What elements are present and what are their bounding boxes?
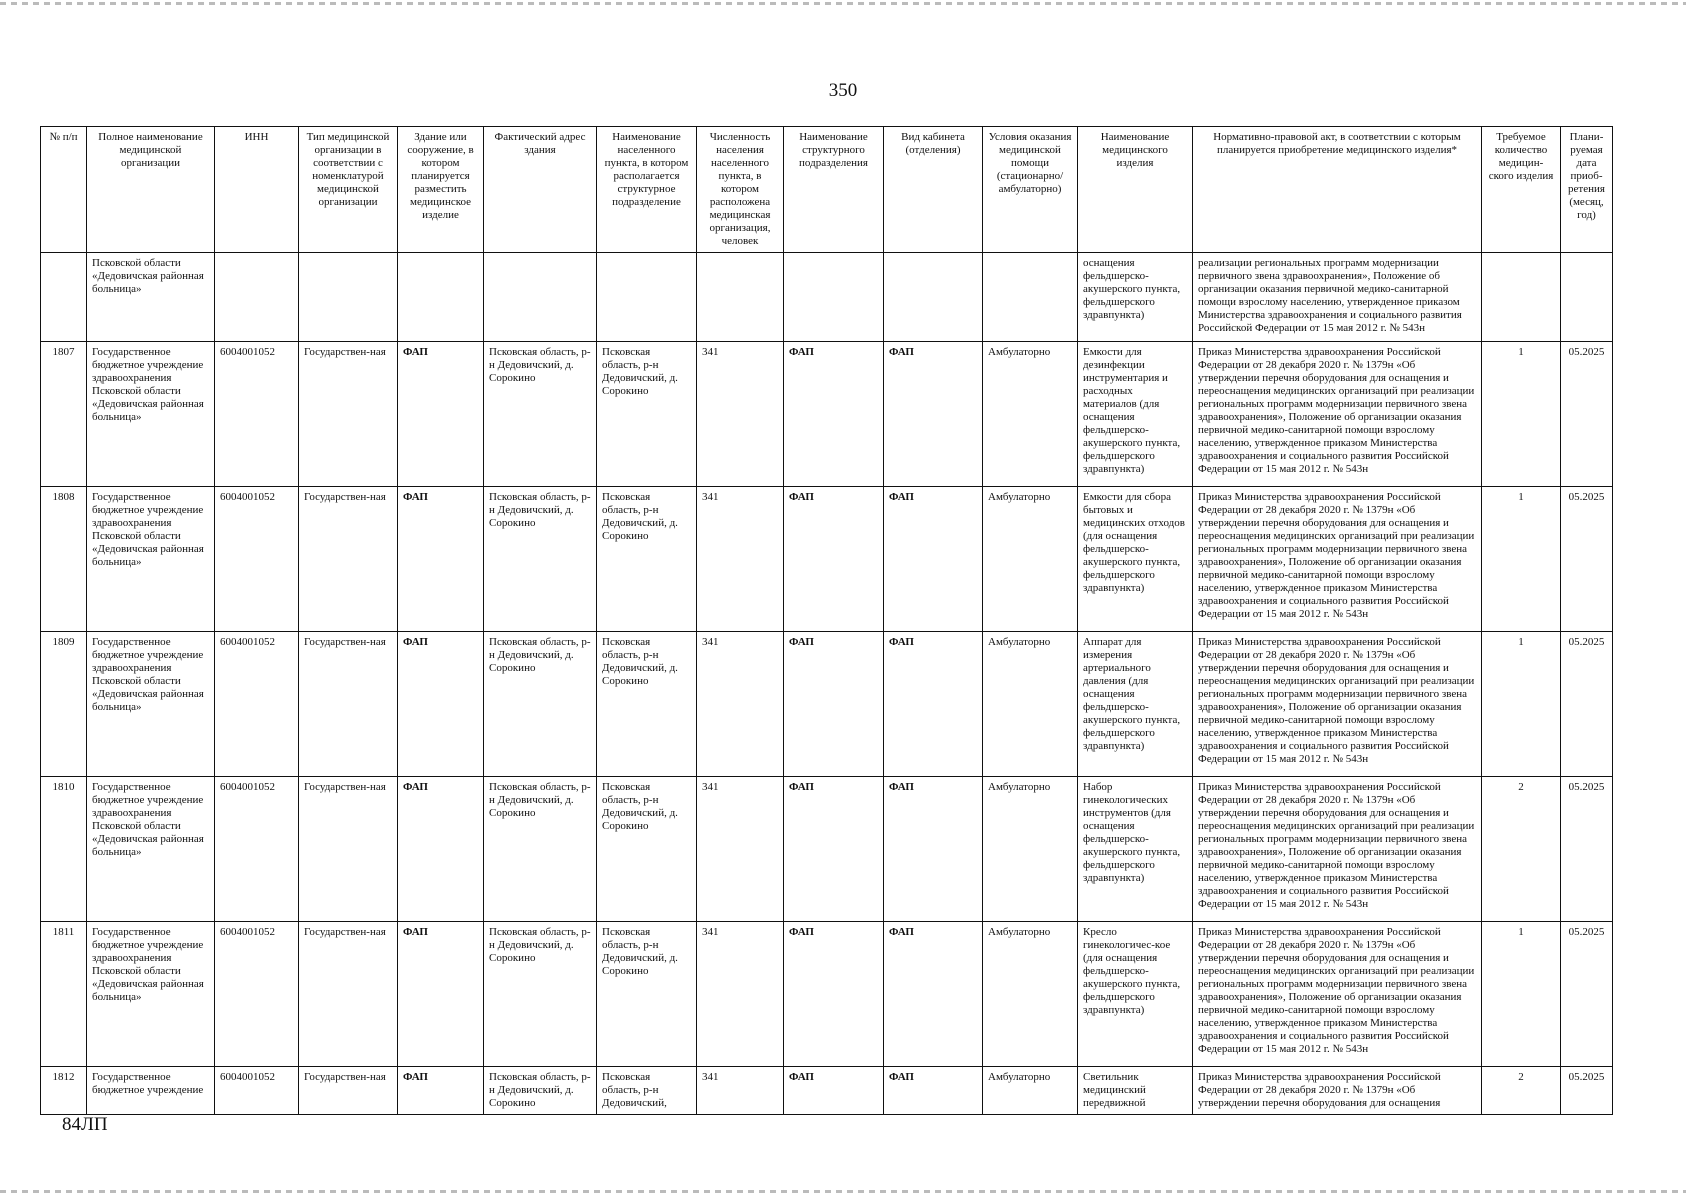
cell-unit: ФАП [784,777,884,922]
header-building: Здание или сооружение, в котором планируется разместить медицинское изделие [398,127,484,253]
cell-type: Государствен-ная [299,632,398,777]
cell-device: Емкости для сбора бытовых и медицинских отходов (для оснащения фельдшерско-акушерского пункта, фельдшерского здравпункта) [1078,487,1193,632]
cell-conditions: Амбулаторно [983,922,1078,1067]
footer-code: 84ЛП [62,1114,108,1135]
cell-act: Приказ Министерства здравоохранения Российской Федерации от 28 декабря 2020 г. № 1379н «Об утверждении перечня оборудования для оснащения и переоснащения медицинских организаций при реализации региональных программ модернизации первичного звена здравоохранения», Положение об организации оказания первичной медико-санитарной помощи взрослому населению, утвержденное приказом Министерства здравоохранения и социального развития Российской Федерации от 15 мая 2012 г. № 543н [1193,777,1482,922]
cell-locality: Псковская область, р-н Дедовичский, д. Сорокино [597,922,697,1067]
cell-org: Государственное бюджетное учреждение [87,1067,215,1115]
cell-date: 05.2025 [1561,922,1613,1067]
table-header-row [41,127,1613,253]
cell-org: Государственное бюджетное учреждение здравоохранения Псковской области «Дедовичская районная больница» [87,777,215,922]
cell-device: Набор гинекологических инструментов (для оснащения фельдшерско-акушерского пункта, фельдшерского здравпункта) [1078,777,1193,922]
equipment-table [40,126,1613,1115]
cell-type: Государствен-ная [299,777,398,922]
cell-inn: 6004001052 [215,1067,299,1115]
table-row [41,922,1613,1067]
cell-population: 341 [697,342,784,487]
cell-inn: 6004001052 [215,922,299,1067]
cell-qty: 2 [1482,1067,1561,1115]
cell-building: ФАП [398,777,484,922]
cell-population: 341 [697,777,784,922]
table-row [41,632,1613,777]
cell-cabinet: ФАП [884,1067,983,1115]
cell-qty: 1 [1482,487,1561,632]
cell-population: 341 [697,632,784,777]
header-cabinet: Вид кабинета (отделения) [884,127,983,253]
cell-locality: Псковская область, р-н Дедовичский, д. Сорокино [597,487,697,632]
cell-unit: ФАП [784,632,884,777]
cell-conditions: Амбулаторно [983,342,1078,487]
cell-conditions: Амбулаторно [983,777,1078,922]
cell-population: 341 [697,922,784,1067]
header-device: Наименование медицинского изделия [1078,127,1193,253]
cell-inn: 6004001052 [215,632,299,777]
cell-cabinet: ФАП [884,922,983,1067]
cell-qty: 2 [1482,777,1561,922]
cell-org: Псковской области «Дедовичская районная больница» [87,253,215,342]
cell-act: Приказ Министерства здравоохранения Российской Федерации от 28 декабря 2020 г. № 1379н «Об утверждении перечня оборудования для оснащения [1193,1067,1482,1115]
cell-num: 1811 [41,922,87,1067]
cell-device: оснащения фельдшерско-акушерского пункта, фельдшерского здравпункта) [1078,253,1193,342]
header-unit: Наименование структурного подразделения [784,127,884,253]
cell-date: 05.2025 [1561,777,1613,922]
cell-type: Государствен-ная [299,922,398,1067]
cell-conditions: Амбулаторно [983,632,1078,777]
header-population: Численность населения населенного пункта, в котором расположена медицинская организация, человек [697,127,784,253]
header-inn: ИНН [215,127,299,253]
header-locality: Наименование населенного пункта, в котором располагается структурное подразделение [597,127,697,253]
header-date: Плани-руемая дата приоб-ретения (месяц, год) [1561,127,1613,253]
cell-device: Емкости для дезинфекции инструментария и расходных материалов (для оснащения фельдшерско-акушерского пункта, фельдшерского здравпункта) [1078,342,1193,487]
cell-unit: ФАП [784,487,884,632]
header-num: № п/п [41,127,87,253]
header-type: Тип медицинской организации в соответствии с номенклатурой медицинской организации [299,127,398,253]
table-row [41,342,1613,487]
cell-address: Псковская область, р-н Дедовичский, д. Сорокино [484,1067,597,1115]
cell-device: Аппарат для измерения артериального давления (для оснащения фельдшерско-акушерского пункта, фельдшерского здравпункта) [1078,632,1193,777]
cell-num: 1812 [41,1067,87,1115]
cell-inn: 6004001052 [215,487,299,632]
cell-address: Псковская область, р-н Дедовичский, д. Сорокино [484,777,597,922]
table-row [41,1067,1613,1115]
header-act: Нормативно-правовой акт, в соответствии с которым планируется приобретение медицинского изделия* [1193,127,1482,253]
cell-building: ФАП [398,922,484,1067]
cell-device: Кресло гинекологичес-кое (для оснащения фельдшерско-акушерского пункта, фельдшерского здравпункта) [1078,922,1193,1067]
cell-act: Приказ Министерства здравоохранения Российской Федерации от 28 декабря 2020 г. № 1379н «Об утверждении перечня оборудования для оснащения и переоснащения медицинских организаций при реализации региональных программ модернизации первичного звена здравоохранения», Положение об организации оказания первичной медико-санитарной помощи взрослому населению, утвержденное приказом Министерства здравоохранения и социального развития Российской Федерации от 15 мая 2012 г. № 543н [1193,632,1482,777]
cell-org: Государственное бюджетное учреждение здравоохранения Псковской области «Дедовичская районная больница» [87,632,215,777]
scan-edge-top [0,2,1686,5]
cell-unit: ФАП [784,1067,884,1115]
cell-address: Псковская область, р-н Дедовичский, д. Сорокино [484,922,597,1067]
cell-locality: Псковская область, р-н Дедовичский, д. Сорокино [597,777,697,922]
cell-device: Светильник медицинский передвижной [1078,1067,1193,1115]
cell-unit: ФАП [784,342,884,487]
cell-num: 1807 [41,342,87,487]
cell-date: 05.2025 [1561,487,1613,632]
cell-org: Государственное бюджетное учреждение здравоохранения Псковской области «Дедовичская районная больница» [87,922,215,1067]
cell-org: Государственное бюджетное учреждение здравоохранения Псковской области «Дедовичская районная больница» [87,487,215,632]
page-number: 350 [828,80,858,101]
cell-building: ФАП [398,1067,484,1115]
cell-type: Государствен-ная [299,487,398,632]
cell-address: Псковская область, р-н Дедовичский, д. Сорокино [484,632,597,777]
cell-num: 1809 [41,632,87,777]
header-address: Фактический адрес здания [484,127,597,253]
cell-num: 1810 [41,777,87,922]
cell-locality: Псковская область, р-н Дедовичский, д. Сорокино [597,632,697,777]
cell-date: 05.2025 [1561,342,1613,487]
cell-type: Государствен-ная [299,342,398,487]
table-row-continuation [41,253,1613,342]
table-row [41,777,1613,922]
scan-edge-bottom [0,1190,1686,1193]
cell-date: 05.2025 [1561,632,1613,777]
cell-act: Приказ Министерства здравоохранения Российской Федерации от 28 декабря 2020 г. № 1379н «Об утверждении перечня оборудования для оснащения и переоснащения медицинских организаций при реализации региональных программ модернизации первичного звена здравоохранения», Положение об организации оказания первичной медико-санитарной помощи взрослому населению, утвержденное приказом Министерства здравоохранения и социального развития Российской Федерации от 15 мая 2012 г. № 543н [1193,342,1482,487]
cell-unit: ФАП [784,922,884,1067]
cell-date: 05.2025 [1561,1067,1613,1115]
cell-locality: Псковская область, р-н Дедовичский, д. Сорокино [597,342,697,487]
cell-org: Государственное бюджетное учреждение здравоохранения Псковской области «Дедовичская районная больница» [87,342,215,487]
cell-building: ФАП [398,632,484,777]
cell-inn: 6004001052 [215,777,299,922]
cell-population: 341 [697,487,784,632]
cell-qty: 1 [1482,922,1561,1067]
cell-locality: Псковская область, р-н Дедовичский, [597,1067,697,1115]
cell-building: ФАП [398,342,484,487]
cell-type: Государствен-ная [299,1067,398,1115]
cell-qty: 1 [1482,632,1561,777]
cell-conditions: Амбулаторно [983,1067,1078,1115]
table-row [41,487,1613,632]
cell-address: Псковская область, р-н Дедовичский, д. Сорокино [484,342,597,487]
cell-qty: 1 [1482,342,1561,487]
cell-num: 1808 [41,487,87,632]
cell-cabinet: ФАП [884,777,983,922]
cell-cabinet: ФАП [884,342,983,487]
header-org: Полное наименование медицинской организации [87,127,215,253]
cell-act: Приказ Министерства здравоохранения Российской Федерации от 28 декабря 2020 г. № 1379н «Об утверждении перечня оборудования для оснащения и переоснащения медицинских организаций при реализации региональных программ модернизации первичного звена здравоохранения», Положение об организации оказания первичной медико-санитарной помощи взрослому населению, утвержденное приказом Министерства здравоохранения и социального развития Российской Федерации от 15 мая 2012 г. № 543н [1193,487,1482,632]
header-conditions: Условия оказания медицинской помощи (стационарно/ амбулаторно) [983,127,1078,253]
cell-building: ФАП [398,487,484,632]
cell-inn: 6004001052 [215,342,299,487]
cell-conditions: Амбулаторно [983,487,1078,632]
cell-address: Псковская область, р-н Дедовичский, д. Сорокино [484,487,597,632]
cell-population: 341 [697,1067,784,1115]
header-qty: Требуемое количество медицин-ского изделия [1482,127,1561,253]
cell-act: Приказ Министерства здравоохранения Российской Федерации от 28 декабря 2020 г. № 1379н «Об утверждении перечня оборудования для оснащения и переоснащения медицинских организаций при реализации региональных программ модернизации первичного звена здравоохранения», Положение об организации оказания первичной медико-санитарной помощи взрослому населению, утвержденное приказом Министерства здравоохранения и социального развития Российской Федерации от 15 мая 2012 г. № 543н [1193,922,1482,1067]
cell-cabinet: ФАП [884,487,983,632]
cell-act: реализации региональных программ модернизации первичного звена здравоохранения», Положение об организации оказания первичной медико-санитарной помощи взрослому населению, утвержденное приказом Министерства здравоохранения и социального развития Российской Федерации от 15 мая 2012 г. № 543н [1193,253,1482,342]
cell-cabinet: ФАП [884,632,983,777]
